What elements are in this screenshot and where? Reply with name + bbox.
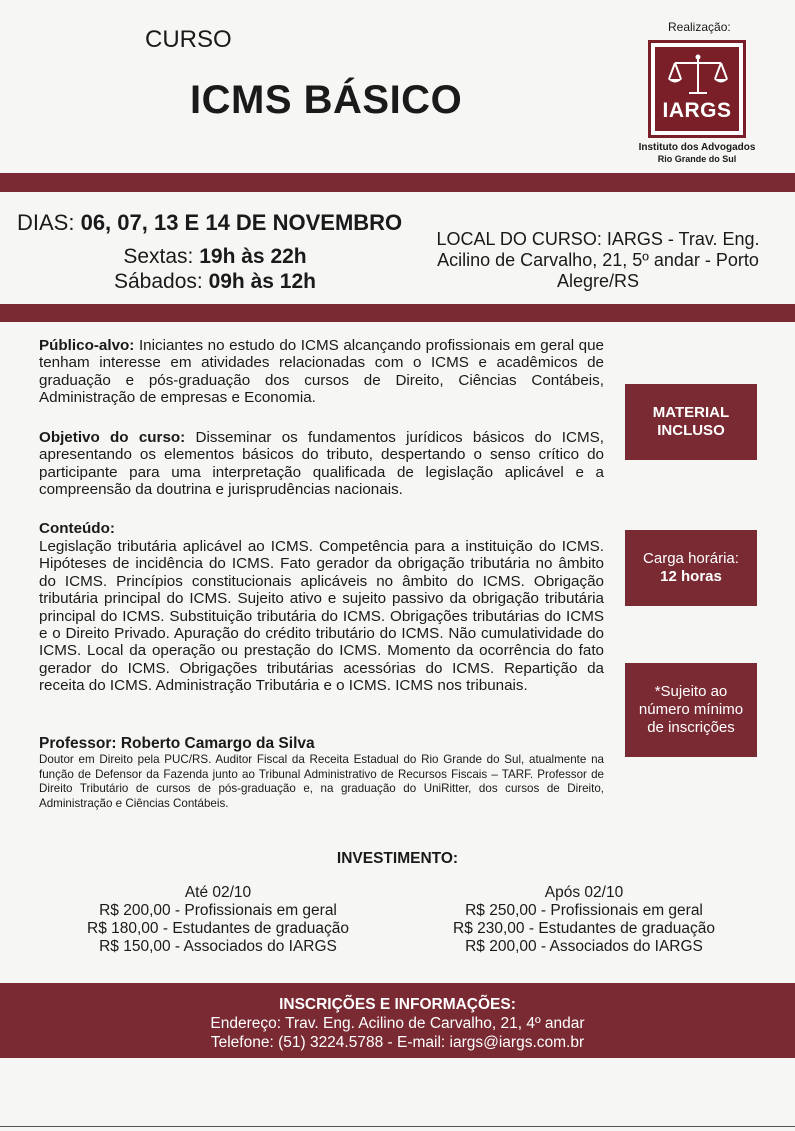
price-period: Até 02/10 — [184, 884, 252, 901]
saturday-hours: 09h às 12h — [208, 270, 316, 293]
dates-value: 06, 07, 13 E 14 DE NOVEMBRO — [80, 210, 403, 235]
iargs-logo — [648, 40, 746, 138]
target-audience — [39, 337, 604, 407]
divider-bar-middle — [0, 304, 795, 322]
institute-name: Instituto dos Advogados — [638, 142, 756, 153]
registration-address: Endereço: Trav. Eng. Acilino de Carvalho, 21, 4º andar — [210, 1015, 585, 1032]
friday-hours: 19h às 22h — [199, 245, 307, 268]
material-line2: INCLUSO — [657, 422, 725, 439]
saturday-schedule — [70, 270, 360, 294]
institute-state: Rio Grande do Sul — [657, 154, 737, 164]
workload-badge — [625, 530, 757, 606]
professor-name: Professor: Roberto Camargo da Silva — [39, 735, 315, 752]
saturday-label: Sábados: — [114, 270, 209, 293]
registration-footer — [0, 983, 795, 1058]
dates-label: DIAS: — [17, 210, 81, 235]
friday-label: Sextas: — [123, 245, 200, 268]
material-line1: MATERIAL — [652, 404, 730, 421]
page-bottom-line — [0, 1126, 795, 1127]
course-objective-text: Disseminar os fundamentos jurídicos básicos do ICMS, apresentando os elementos básicos do tributo, despertando o senso crítico do participante para uma interpretação qualificada de legislação aplicável e a compreensão da doutrina e jurisprudências nacionais. — [39, 429, 604, 499]
course-label: CURSO — [145, 26, 232, 53]
target-audience-label: Público-alvo: — [39, 337, 135, 354]
minimum-enrollment-note — [625, 663, 757, 757]
course-location: LOCAL DO CURSO: IARGS - Trav. Eng. Acilino de Carvalho, 21, 5º andar - Porto Alegre/RS — [436, 229, 760, 291]
note-line2: número mínimo — [638, 701, 744, 718]
investment-heading: INVESTIMENTO: — [336, 850, 459, 867]
price-item: R$ 200,00 - Profissionais em geral — [99, 902, 337, 919]
course-objective — [39, 429, 604, 499]
price-item: R$ 230,00 - Estudantes de graduação — [453, 920, 715, 937]
registration-contact: Telefone: (51) 3224.5788 - E-mail: iargs@iargs.com.br — [210, 1034, 585, 1051]
price-period: Após 02/10 — [544, 884, 624, 901]
content-text: Legislação tributária aplicável ao ICMS. Competência para a instituição do ICMS. Hipóteses de incidência do ICMS. Fato gerador da obrigação tributária no âmbito do ICMS. Princípios constitucionais aplicáveis no âmbito do ICMS. Obrigação tributária principal do ICMS. Sujeito ativo e sujeito passivo da obrigação tributária principal do ICMS. Substituição tributária do ICMS. Obrigações tributárias do ICMS e o Direito Privado. Apuração do crédito tributário do ICMS. Não cumulatividade do ICMS. Local da operação ou prestação do ICMS. Momento da ocorrência do fato gerador do ICMS. Obrigações tributárias acessórias do ICMS. Repartição da receita do ICMS. Administração Tributária e o ICMS. ICMS nos tribunais. — [39, 538, 604, 695]
course-objective-label: Objetivo do curso: — [39, 429, 186, 446]
course-dates — [17, 210, 402, 236]
logo-wordmark: IARGS — [662, 99, 732, 122]
scales-of-justice-icon — [667, 53, 729, 101]
divider-bar-top — [0, 173, 795, 192]
price-column-early — [48, 884, 388, 956]
registration-heading: INSCRIÇÕES E INFORMAÇÕES: — [279, 996, 516, 1013]
page-title: ICMS BÁSICO — [190, 78, 463, 122]
organizer-label: Realização: — [668, 20, 731, 34]
price-item: R$ 250,00 - Profissionais em geral — [465, 902, 703, 919]
note-line3: de inscrições — [647, 719, 735, 736]
note-line1: *Sujeito ao — [654, 683, 728, 700]
price-column-late — [414, 884, 754, 956]
price-item: R$ 180,00 - Estudantes de graduação — [87, 920, 349, 937]
price-item: R$ 150,00 - Associados do IARGS — [99, 938, 337, 955]
workload-value: 12 horas — [660, 568, 722, 585]
material-included-badge — [625, 384, 757, 460]
friday-schedule — [70, 245, 360, 269]
professor-bio: Doutor em Direito pela PUC/RS. Auditor Fiscal da Receita Estadual do Rio Grande do Sul, atualmente na função de Defensor da Fazenda junto ao Tribunal Administrativo de Recursos Fiscais – TARF. Professor de Direito Tributário de cursos de pós-graduação e, na graduação do UniRitter, dos cursos de Direito, Administração e Ciências Contábeis. — [39, 753, 604, 810]
target-audience-text: Iniciantes no estudo do ICMS alcançando profissionais em geral que tenham interesse em atividades relacionadas com o ICMS e acadêmicos de graduação e pós-graduação dos cursos de Direito, Ciências Contábeis, Administração de empresas e Economia. — [39, 337, 604, 407]
price-item: R$ 200,00 - Associados do IARGS — [465, 938, 703, 955]
content-heading: Conteúdo: — [39, 520, 115, 537]
workload-label: Carga horária: — [643, 550, 739, 567]
